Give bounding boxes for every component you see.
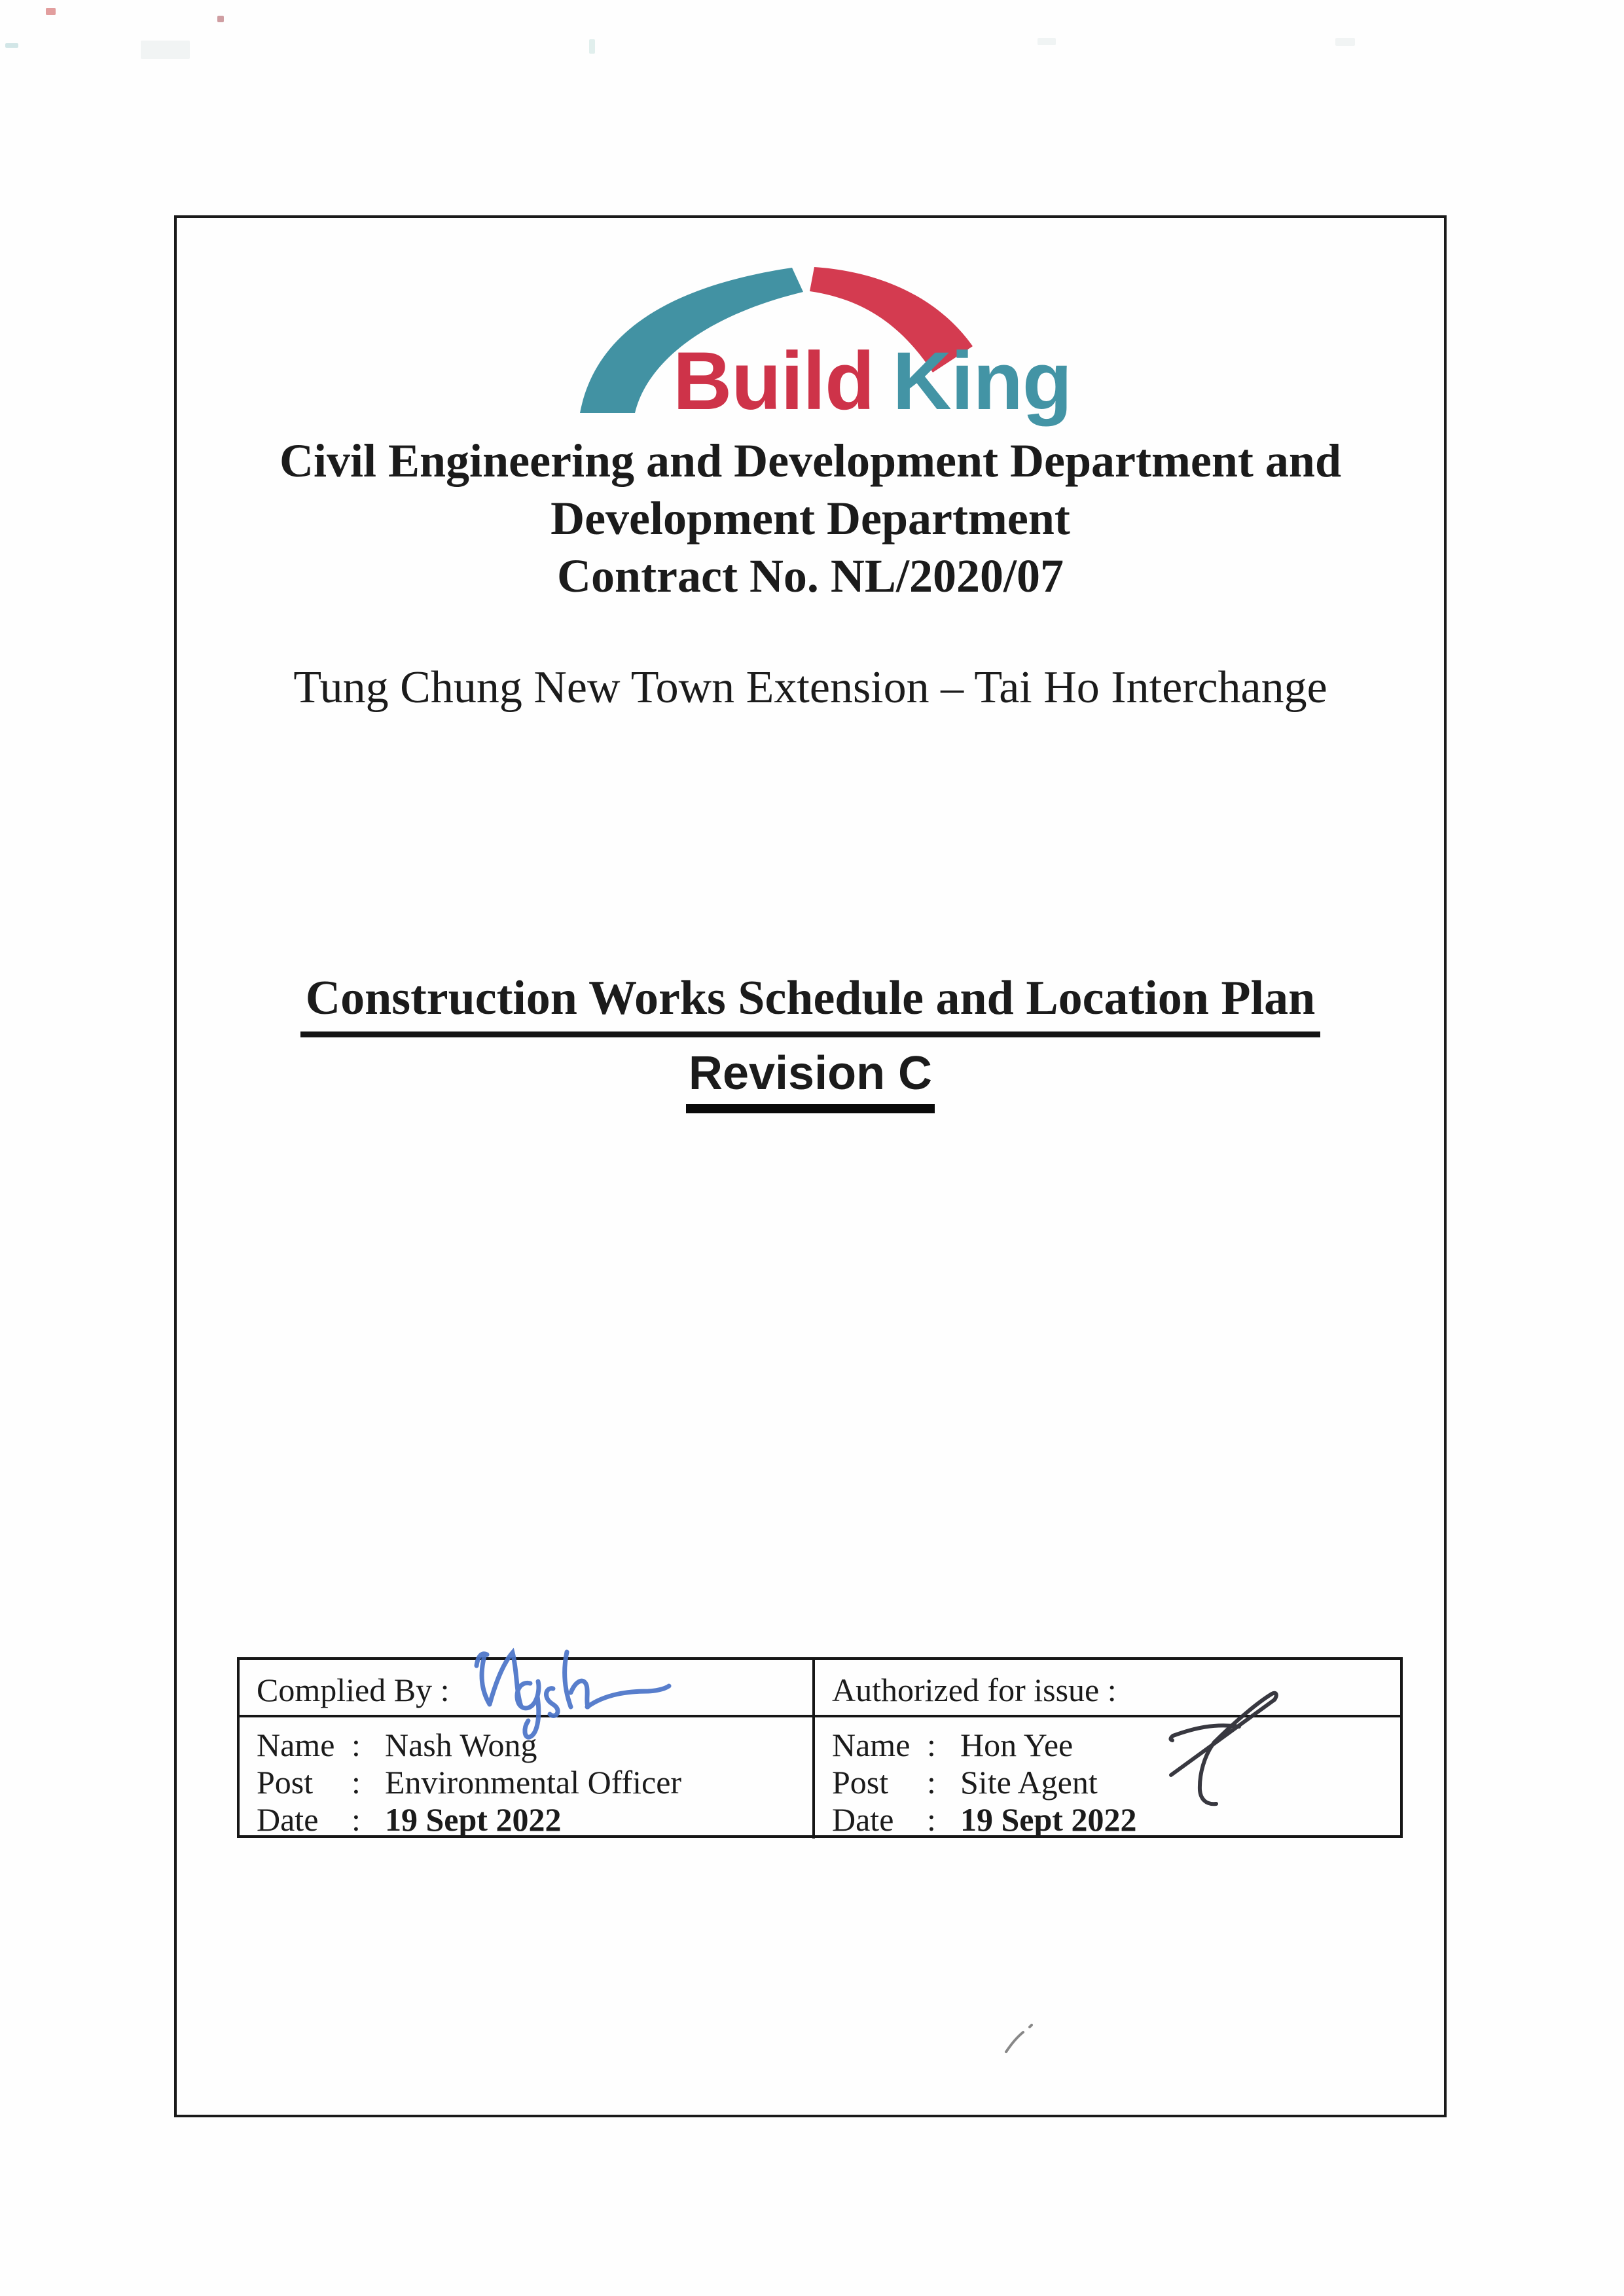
scan-speck <box>1335 38 1355 46</box>
contract-number: Contract No. NL/2020/07 <box>557 550 1064 602</box>
post-label: Post <box>832 1764 889 1801</box>
buildking-wordmark <box>673 337 1072 425</box>
colon: : <box>927 1764 936 1801</box>
table-row <box>832 1727 1400 1764</box>
table-row <box>832 1801 1400 1839</box>
scan-speck <box>217 16 224 22</box>
authorized-header-cell <box>812 1660 1400 1715</box>
document-title: Construction Works Schedule and Location Plan <box>300 971 1321 1037</box>
colon: : <box>927 1727 936 1763</box>
date-value: 19 Sept 2022 <box>960 1801 1137 1838</box>
scan-speck <box>1038 38 1056 45</box>
title-block <box>174 971 1447 1113</box>
scan-speck <box>589 39 595 54</box>
table-row <box>257 1764 812 1801</box>
authorized-details-cell <box>812 1715 1400 1839</box>
name-value: Hon Yee <box>960 1727 1074 1763</box>
complied-by-header-cell <box>240 1660 812 1715</box>
department-heading <box>174 432 1447 605</box>
buildking-logo <box>576 264 1077 444</box>
name-label: Name <box>832 1727 911 1763</box>
scan-speck <box>141 41 190 59</box>
date-value: 19 Sept 2022 <box>385 1801 562 1838</box>
post-label: Post <box>257 1764 314 1801</box>
post-value: Environmental Officer <box>385 1764 682 1801</box>
name-value: Nash Wong <box>385 1727 537 1763</box>
colon: : <box>352 1727 361 1763</box>
authorized-label: Authorized for issue : <box>832 1672 1117 1708</box>
date-label: Date <box>257 1801 319 1838</box>
department-heading-line1: Civil Engineering and Development Department and <box>279 435 1341 487</box>
colon: : <box>927 1801 936 1838</box>
revision-label: Revision C <box>686 1048 935 1113</box>
department-heading-line2: Development Department <box>550 492 1070 545</box>
table-row <box>257 1727 812 1764</box>
post-value: Site Agent <box>960 1764 1098 1801</box>
complied-by-details-cell <box>240 1715 812 1839</box>
date-label: Date <box>832 1801 894 1838</box>
table-row <box>257 1801 812 1839</box>
signoff-table <box>237 1657 1403 1838</box>
scan-speck <box>46 8 56 15</box>
complied-by-label: Complied By : <box>257 1672 450 1708</box>
logo-word-build: Build <box>673 336 875 427</box>
logo-word-king: King <box>892 336 1072 427</box>
name-label: Name <box>257 1727 335 1763</box>
scan-speck <box>5 43 18 48</box>
table-row <box>832 1764 1400 1801</box>
project-subtitle: Tung Chung New Town Extension – Tai Ho Interchange <box>293 662 1327 713</box>
colon: : <box>352 1764 361 1801</box>
colon: : <box>352 1801 361 1838</box>
